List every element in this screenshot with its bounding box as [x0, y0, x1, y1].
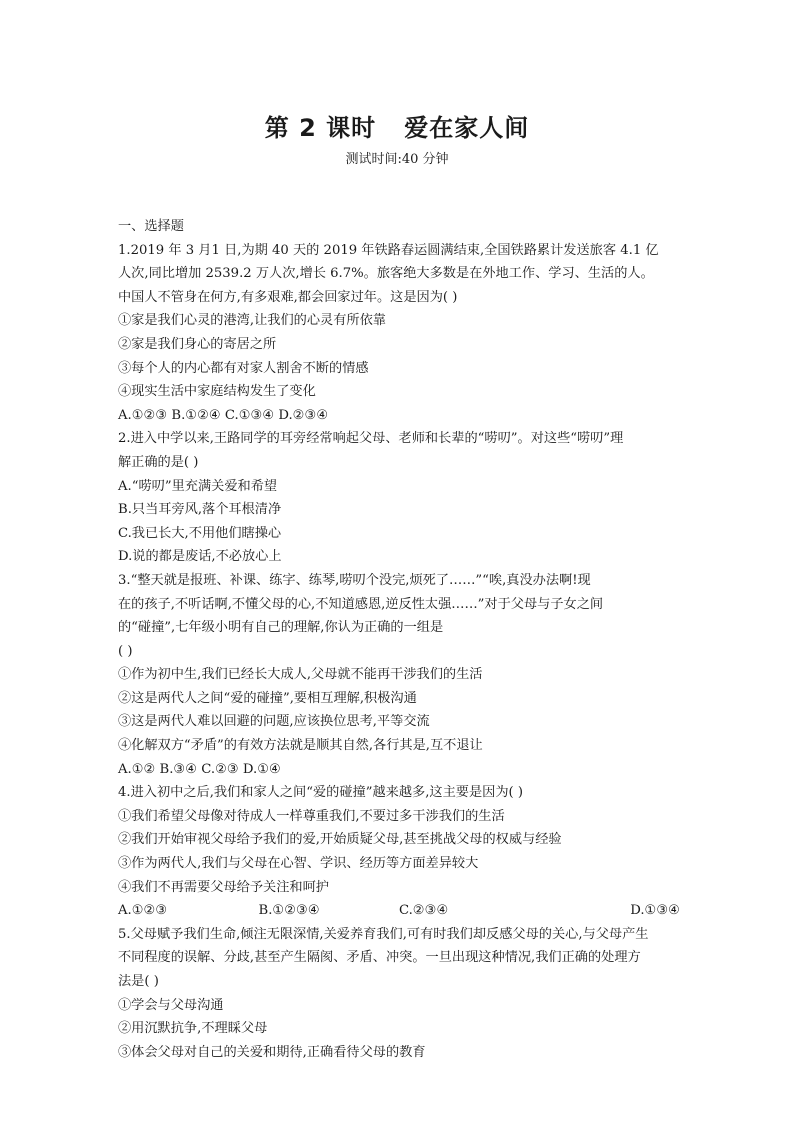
q5-item: ②用沉默抗争,不理睬父母 [118, 1021, 268, 1037]
q1-stem-line: 1.2019 年 3 月1 日,为期 40 天的 2019 年铁路春运圆满结束,全国铁路累计发送旅客 4.1 亿 [118, 242, 659, 258]
q3-item: ③这是两代人难以回避的问题,应该换位思考,平等交流 [118, 714, 430, 730]
q5-item: ①学会与父母沟通 [118, 997, 224, 1013]
q2-option: A.“唠叨”里充满关爱和希望 [118, 478, 278, 494]
q3-item: ④化解双方“矛盾”的有效方法就是顺其自然,各行其是,互不退让 [118, 738, 483, 754]
q4-option-d: D.①③④ [630, 903, 680, 919]
q5-stem-line: 法是( ) [118, 974, 159, 989]
q2-option: C.我已长大,不用他们瞎操心 [118, 525, 282, 541]
q4-option-b: B.①②③④ [258, 903, 320, 919]
q3-item: ②这是两代人之间“爱的碰撞”,要相互理解,积极沟通 [118, 690, 417, 706]
q3-stem-line: ( ) [118, 643, 133, 659]
q3-options: A.①② B.③④ C.②③ D.①④ [118, 761, 281, 777]
q2-option: B.只当耳旁风,落个耳根清净 [118, 502, 282, 518]
q5-stem-line: 不同程度的误解、分歧,甚至产生隔阂、矛盾、冲突。一旦出现这种情况,我们正确的处理方 [118, 950, 641, 966]
section-heading: 一、选择题 [118, 219, 184, 234]
q5-stem-line: 5.父母赋予我们生命,倾注无限深情,关爱养育我们,可有时我们却反感父母的关心,与父母产生 [118, 926, 649, 942]
q3-item: ①作为初中生,我们已经长大成人,父母就不能再干涉我们的生活 [118, 667, 483, 683]
q1-stem-line: 中国人不管身在何方,有多艰难,都会回家过年。这是因为( ) [118, 289, 458, 305]
q1-item: ③每个人的内心都有对家人割舍不断的情感 [118, 360, 369, 376]
q1-stem-line: 人次,同比增加 2539.2 万人次,增长 6.7%。旅客绝大多数是在外地工作、学习、生活的人。 [118, 266, 654, 282]
page-title: 第 2 课时 爱在家人间 [264, 114, 530, 142]
q1-item: ④现实生活中家庭结构发生了变化 [118, 384, 316, 400]
q2-stem-line: 解正确的是( ) [118, 454, 199, 470]
q4-option-c: C.②③④ [399, 903, 449, 919]
q1-item: ②家是我们身心的寄居之所 [118, 336, 277, 352]
q4-options [118, 899, 680, 923]
q3-stem-line: 在的孩子,不听话啊,不懂父母的心,不知道感恩,逆反性太强……”对于父母与子女之间 [118, 596, 604, 612]
q4-item: ①我们希望父母像对待成人一样尊重我们,不要过多干涉我们的生活 [118, 808, 505, 824]
q3-stem-line: 的“碰撞”,七年级小明有自己的理解,你认为正确的一组是 [118, 620, 444, 636]
q5-item: ③体会父母对自己的关爱和期待,正确看待父母的教育 [118, 1044, 426, 1060]
q4-stem-line: 4.进入初中之后,我们和家人之间“爱的碰撞”越来越多,这主要是因为( ) [118, 785, 523, 801]
test-time: 测试时间:40 分钟 [345, 152, 449, 167]
q2-stem-line: 2.进入中学以来,王路同学的耳旁经常响起父母、老师和长辈的“唠叨”。对这些“唠叨”理 [118, 431, 624, 447]
q4-item: ③作为两代人,我们与父母在心智、学识、经历等方面差异较大 [118, 856, 479, 872]
q4-item: ②我们开始审视父母给予我们的爱,开始质疑父母,甚至挑战父母的权威与经验 [118, 832, 562, 848]
q4-item: ④我们不再需要父母给予关注和呵护 [118, 879, 329, 895]
q1-options: A.①②③ B.①②④ C.①③④ D.②③④ [118, 407, 329, 423]
q2-option: D.说的都是废话,不必放心上 [118, 549, 282, 565]
q1-item: ①家是我们心灵的港湾,让我们的心灵有所依靠 [118, 313, 386, 329]
question-list [118, 215, 680, 1064]
q4-option-a: A.①②③ [118, 903, 168, 919]
q3-stem-line: 3.“整天就是报班、补课、练字、练琴,唠叨个没完,烦死了……”“唉,真没办法啊!现 [118, 572, 591, 588]
